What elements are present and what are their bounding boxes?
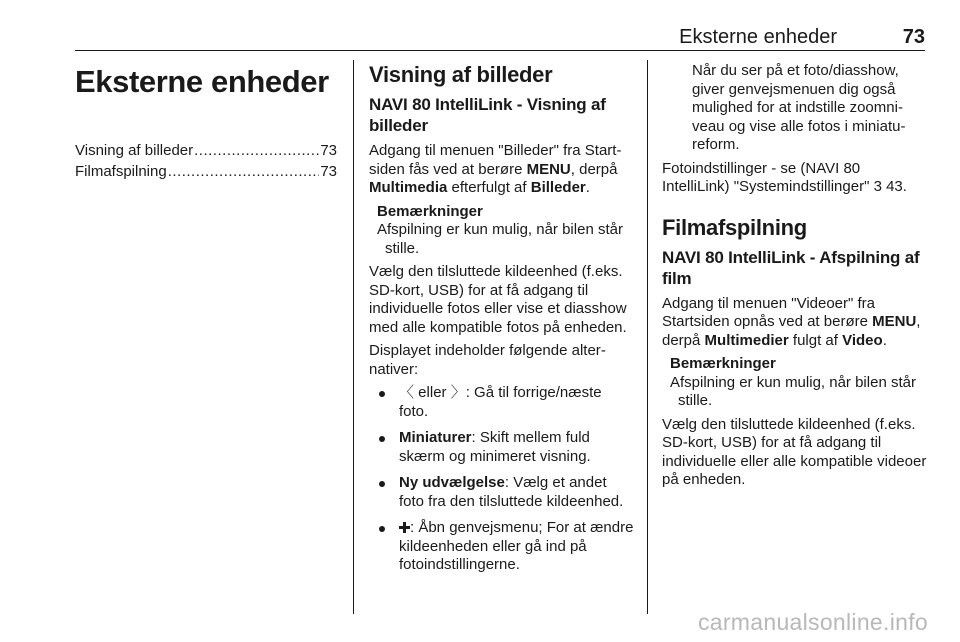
note-body: Afspilning er kun mulig, når bilen står stille. (670, 373, 916, 409)
toc-page: 73 (320, 142, 337, 159)
note-box (377, 203, 634, 259)
plus-icon (399, 522, 410, 533)
note-title: Bemærkninger (670, 355, 776, 372)
page-header (75, 24, 925, 51)
column-left (75, 62, 337, 182)
toc-page: 73 (320, 163, 337, 180)
toc-entry[interactable] (75, 161, 337, 182)
column-middle (369, 62, 634, 583)
toc-label: Visning af billeder (75, 142, 194, 159)
bullet-icon (379, 436, 385, 442)
paragraph: Vælg den tilsluttede kildeenhed (f.eks. SD-kort, USB) for at få adgang til individuelle eller alle kompatible videoer på enheden. (662, 415, 927, 488)
chevron-left-icon: 〈 (399, 384, 415, 401)
list-item: Ny udvælgelse: Vælg et andet foto fra den tilsluttede kildeenhed. (369, 474, 634, 511)
toc-label: Filmafspilning (75, 163, 167, 180)
column-divider (353, 60, 354, 614)
bullet-icon (379, 526, 385, 532)
paragraph: Adgang til menuen "Videoer" fra Startsiden opnås ved at berøre MENU, derpå Multimedier fulgt af Video. (662, 294, 921, 349)
bullet-icon (379, 391, 385, 397)
table-of-contents (75, 140, 337, 182)
toc-leader (194, 140, 319, 161)
paragraph: Vælg den tilsluttede kildeenhed (f.eks. SD-kort, USB) for at få adgang til individuelle fotos eller vise et diasshow med alle kompatible fotos på enheden. (369, 263, 627, 336)
subsection-heading: NAVI 80 IntelliLink - Visning af billeder (369, 95, 606, 135)
column-divider (647, 60, 648, 614)
page-number: 73 (902, 26, 925, 48)
note-body: Afspilning er kun mulig, når bilen står stille. (377, 221, 623, 257)
toc-leader (168, 161, 320, 182)
paragraph: Fotoindstillinger - se (NAVI 80 IntelliLink) "Systemindstillinger" 3 43. (662, 159, 907, 195)
bullet-icon (379, 481, 385, 487)
column-right (662, 62, 927, 495)
subsection-heading: NAVI 80 IntelliLink - Afspilning af film (662, 247, 920, 288)
toc-entry[interactable] (75, 140, 337, 161)
paragraph: Adgang til menuen "Billeder" fra Startsiden fås ved at berøre MENU, derpå Multimedia efterfulgt af Billeder. (369, 142, 622, 196)
note-box (670, 355, 927, 411)
paragraph: Displayet indeholder følgende alternativer: (369, 342, 606, 378)
note-title: Bemærkninger (377, 202, 483, 220)
header-title: Eksterne enheder (679, 26, 837, 48)
chapter-title: Eksterne enheder (75, 64, 329, 99)
reference-arrow-icon: 3 (873, 178, 882, 195)
bullet-list (369, 384, 634, 575)
list-item: 〈 eller 〉: Gå til forrige/næste foto. (369, 384, 634, 421)
list-item: : Åbn genvejsmenu; For at ændre kildeenheden eller gå ind på fotoindstillingerne. (369, 519, 634, 575)
watermark: carmanualsonline.info (697, 609, 928, 635)
chevron-right-icon: 〉 (450, 384, 466, 401)
paragraph: Når du ser på et foto/diasshow, giver genvejsmenuen dig også mulighed for at indstille zoomniveau og vise alle fotos i miniatureform. (692, 62, 906, 153)
list-item: Miniaturer: Skift mellem fuld skærm og minimeret visning. (369, 429, 634, 466)
section-heading: Filmafspilning (662, 214, 807, 240)
section-heading: Visning af billeder (369, 62, 553, 87)
